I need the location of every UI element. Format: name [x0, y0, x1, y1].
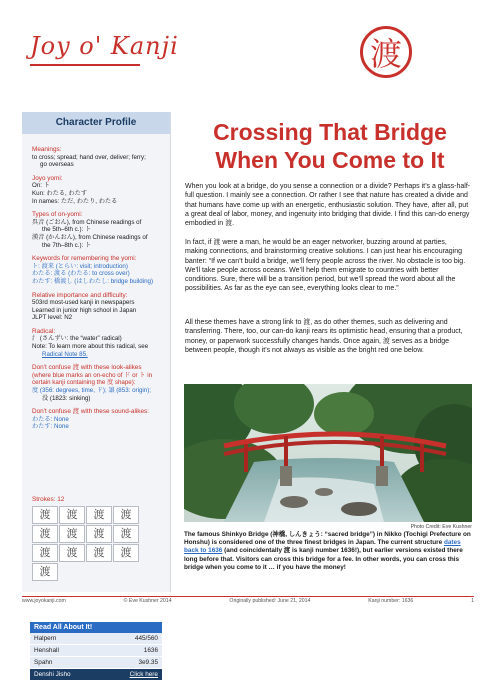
reference-name: Halpern: [34, 635, 57, 642]
page-number: 1: [471, 598, 474, 604]
lookalikes-line: 没 (1823: sinking): [42, 394, 91, 402]
reference-name: Henshall: [34, 647, 59, 654]
logo-underline: [30, 64, 140, 66]
radical-note-link[interactable]: Radical Note 85.: [42, 350, 88, 358]
keyword-line: わたる: 渡る (わたる: to cross over): [32, 270, 130, 278]
stroke-box: 渡: [113, 525, 139, 543]
onyomi-line: the 7th–8th c.): ト: [42, 241, 92, 249]
joyo-names: In names: ただ, わたり, わたる: [32, 197, 118, 205]
stroke-box: 渡: [113, 544, 139, 562]
joyo-on: On: ト: [32, 182, 50, 190]
lookalikes-line: certain kanji containing the 度 shape):: [32, 379, 136, 387]
paragraph: When you look at a bridge, do you sense a connection or a divide? Perhaps it’s a glass-half-full question. I mainly see a connection. Or rather I see that nature has created a divide and that humans have come up with an energetic, enthusiastic solution. They have, after all, put a great deal of labor, money, and ingenuity into bridging that divide. I find this can-do energy embodied in 渡.: [185, 183, 471, 228]
stroke-box: 渡: [32, 563, 58, 581]
photo-caption: [184, 531, 472, 572]
stroke-box: 渡: [59, 506, 85, 524]
logo-text: Joy o' Kanji: [30, 32, 179, 60]
denshi-jisho-link[interactable]: Click here: [129, 671, 158, 678]
article-title: [185, 118, 475, 174]
stroke-order: [32, 496, 164, 582]
onyomi-line: the 5th–6th c.): ト: [42, 226, 92, 234]
soundalikes-line: わたす: None: [32, 423, 69, 431]
stroke-box: 渡: [32, 544, 58, 562]
keyword-line: わたす: 橋渡し (はしわたし: bridge building): [32, 277, 154, 285]
page-footer: [22, 598, 474, 608]
meanings-heading: Meanings:: [32, 146, 62, 153]
stroke-box: 渡: [59, 544, 85, 562]
lookalikes-line: (where blue marks an on-echo of ド or ト in: [32, 371, 153, 379]
copyright: © Eve Kushner 2014: [123, 598, 172, 604]
radical-line: 氵 (さんずい: the “water” radical): [32, 335, 122, 343]
reference-name: Spahn: [34, 659, 53, 666]
radical-heading: Radical:: [32, 327, 56, 335]
paragraph: All these themes have a strong link to 渡, as do other themes, such as delivering and transferring. There, too, our can-do kanji rears its optimistic head, ensuring that a product, money, or paperwork successfully changes hands. Once again, 渡 serves as a bridge between people, though it’s not always as visible as the bright red one below.: [185, 319, 463, 354]
reference-name: Denshi Jisho: [34, 671, 71, 678]
importance-line: 503rd most-used kanji in newspapers: [32, 299, 135, 307]
reference-row: [30, 669, 162, 681]
caption-text: (and coincidentally 渡 is kanji number 1636!), but earlier versions existed there long before that. Visitors can cross this bridge for a fee. In other words, you can cross this bridge when you come to it … if you have the money!: [184, 547, 463, 571]
kanji-number: Kanji number: 1636: [368, 598, 414, 604]
photo-credit: Photo Credit: Eve Kushner: [410, 524, 472, 530]
paragraph: In fact, if 渡 were a man, he would be an eager networker, buzzing around at parties, making connections, and brainstorming creative solutions. I can just hear his encouraging banter: “If we can’t build a bridge, we’ll ferry people across the river. No obstacle is too big. We’ll take people across oceans. We’ll help them emigrate to countries with better conditions. Sure, there will be a transition period, but we’ll spread the word about all the possibilities. As far as the eye can see, everything looks clear to me.”: [185, 239, 466, 293]
reference-value: 3e9.35: [138, 659, 158, 666]
meanings-line: go overseas: [40, 161, 74, 169]
sidebar-title: Character Profile: [22, 112, 170, 134]
reference-value: 445/560: [134, 635, 158, 642]
title-line: When You Come to It: [215, 147, 445, 173]
onyomi-line: 漢音 (かんおん), from Chinese readings of: [32, 233, 148, 241]
stroke-box: 渡: [86, 525, 112, 543]
joyo-heading: Joyo yomi:: [32, 174, 63, 182]
lookalikes-line: 度 (356: degrees, time, ド); 譲 (853: origin);: [32, 387, 151, 395]
kanji-badge: 渡: [360, 26, 412, 78]
published-date: Originally published: June 21, 2014: [229, 598, 311, 604]
reference-row: [30, 633, 162, 645]
importance-line: Learned in junior high school in Japan: [32, 306, 137, 314]
stroke-box: 渡: [32, 506, 58, 524]
keywords-heading: Keywords for remembering the yomi:: [32, 255, 137, 263]
joy-o-kanji-logo[interactable]: [20, 14, 190, 74]
importance-line: JLPT level: N2: [32, 314, 73, 322]
meanings-line: to cross; spread; hand over, deliver; ferry;: [32, 153, 146, 161]
importance-heading: Relative importance and difficulty:: [32, 291, 128, 299]
onyomi-line: 呉音 (ごおん), from Chinese readings of: [32, 218, 142, 226]
joyo-kun: Kun: わたる, わたす: [32, 189, 88, 197]
stroke-box: 渡: [59, 525, 85, 543]
dates-link[interactable]: dates back to 1636: [184, 539, 461, 555]
caption-text: The famous Shinkyo Bridge (神橋, しんきょう: “sacred bridge”) in Nikko (Tochigi Prefecture on Honshu) is considered one of the three finest bridges in Japan. The current structure: [184, 531, 471, 547]
soundalikes-heading: Don't confuse 渡 with these sound-alikes:: [32, 408, 150, 416]
stroke-grid: [32, 506, 160, 582]
stroke-box: 渡: [32, 525, 58, 543]
site-link[interactable]: www.joyokanji.com: [22, 598, 66, 604]
keyword-line: ト: 渡来 (とらい: visit; introduction): [32, 262, 128, 270]
footer-divider: [22, 596, 474, 597]
strokes-label: Strokes: 12: [32, 496, 65, 503]
read-all-about-it: [30, 622, 162, 681]
onyomi-heading: Types of on-yomi:: [32, 211, 83, 219]
lookalikes-heading: Don't confuse 渡 with these look-alikes: [32, 364, 142, 372]
reference-row: [30, 657, 162, 669]
profile-body: [32, 140, 164, 431]
radical-line: Note: To learn more about this radical, see: [32, 343, 149, 351]
title-line: Crossing That Bridge: [213, 119, 447, 145]
bridge-photo-graphic: [184, 384, 472, 522]
reference-row: [30, 645, 162, 657]
reference-value: 1636: [143, 647, 158, 654]
bridge-photo: [184, 384, 472, 522]
soundalikes-line: わたる: None: [32, 415, 69, 423]
stroke-box: 渡: [113, 506, 139, 524]
stroke-box: 渡: [86, 506, 112, 524]
stroke-box: 渡: [86, 544, 112, 562]
read-all-title: Read All About It!: [30, 622, 162, 633]
